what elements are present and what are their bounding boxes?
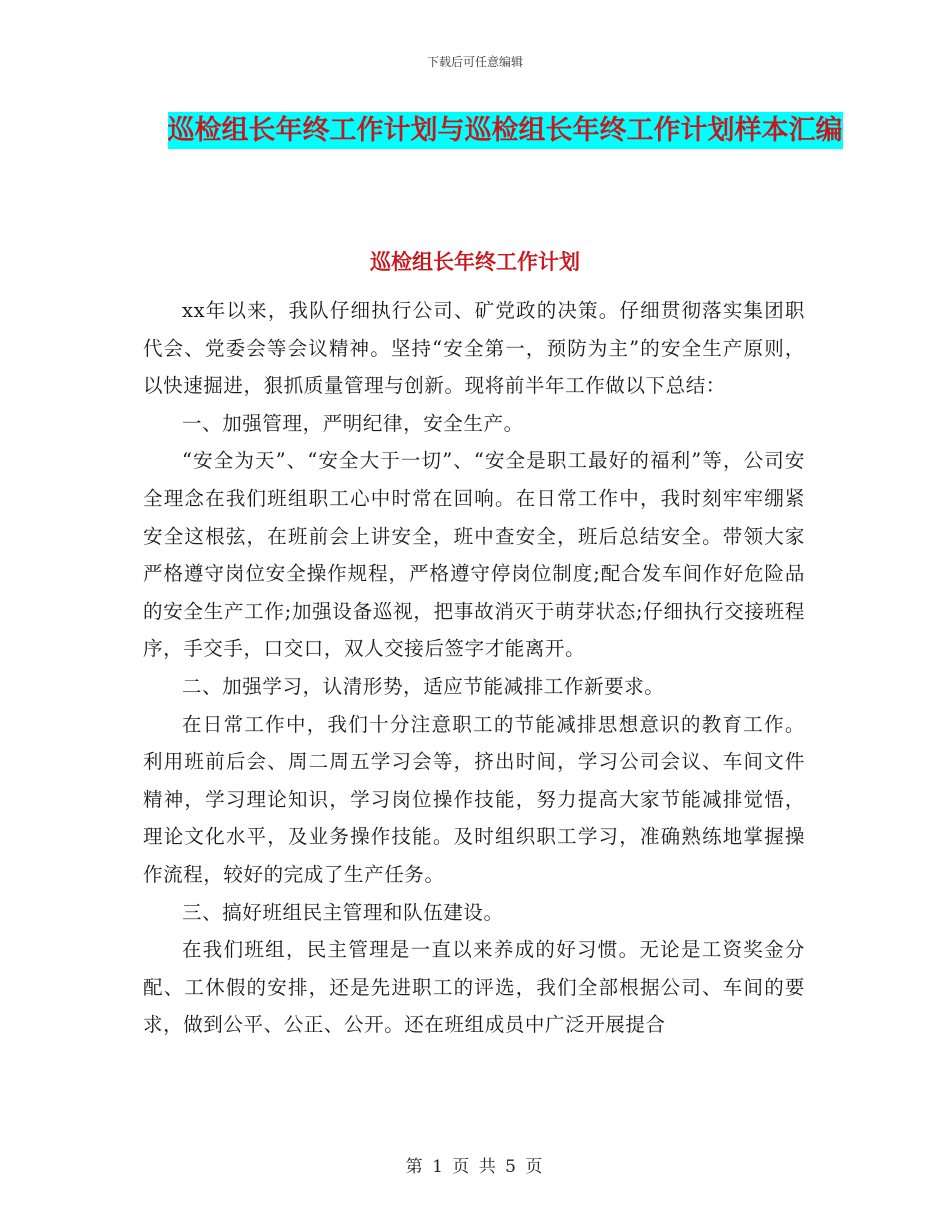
paragraph: 在日常工作中，我们十分注意职工的节能减排思想意识的教育工作。利用班前后会、周二周五学习会等，挤出时间，学习公司会议、车间文件精神，学习理论知识，学习岗位操作技能，努力提高大家节能减排觉悟，理论文化水平，及业务操作技能。及时组织职工学习，准确熟练地掌握操作流程，较好的完成了生产任务。 <box>143 712 805 886</box>
section-title: 巡检组长年终工作计划 <box>370 250 580 274</box>
page-number: 第 1 页 共 5 页 <box>405 1157 545 1177</box>
document-title <box>145 108 865 154</box>
document-title-text: 巡检组长年终工作计划与巡检组长年终工作计划样本汇编 <box>168 112 843 149</box>
paragraph: xx年以来，我队仔细执行公司、矿党政的决策。仔细贯彻落实集团职代会、党委会等会议精神。坚持“安全第一，预防为主”的安全生产原则，以快速掘进，狠抓质量管理与创新。现将前半年工作做以下总结： <box>143 299 805 398</box>
document-body <box>143 292 805 1044</box>
paragraph: 一、加强管理，严明纪律，安全生产。 <box>182 411 524 435</box>
paragraph: “安全为天”、“安全大于一切”、“安全是职工最好的福利”等，公司安全理念在我们班组职工心中时常在回响。在日常工作中，我时刻牢牢绷紧安全这根弦，在班前会上讲安全，班中查安全，班后总结安全。带领大家严格遵守岗位安全操作规程，严格遵守停岗位制度;配合发车间作好危险品的安全生产工作;加强设备巡视，把事故消灭于萌芽状态;仔细执行交接班程序，手交手，口交口，双人交接后签字才能离开。 <box>143 449 805 661</box>
paragraph: 二、加强学习，认清形势，适应节能减排工作新要求。 <box>182 674 665 698</box>
header-note: 下载后可任意编辑 <box>426 55 523 69</box>
paragraph: 三、搞好班组民主管理和队伍建设。 <box>182 900 504 924</box>
paragraph: 在我们班组，民主管理是一直以来养成的好习惯。无论是工资奖金分配、工休假的安排，还是先进职工的评选，我们全部根据公司、车间的要求，做到公平、公正、公开。还在班组成员中广泛开展提合 <box>143 938 805 1037</box>
